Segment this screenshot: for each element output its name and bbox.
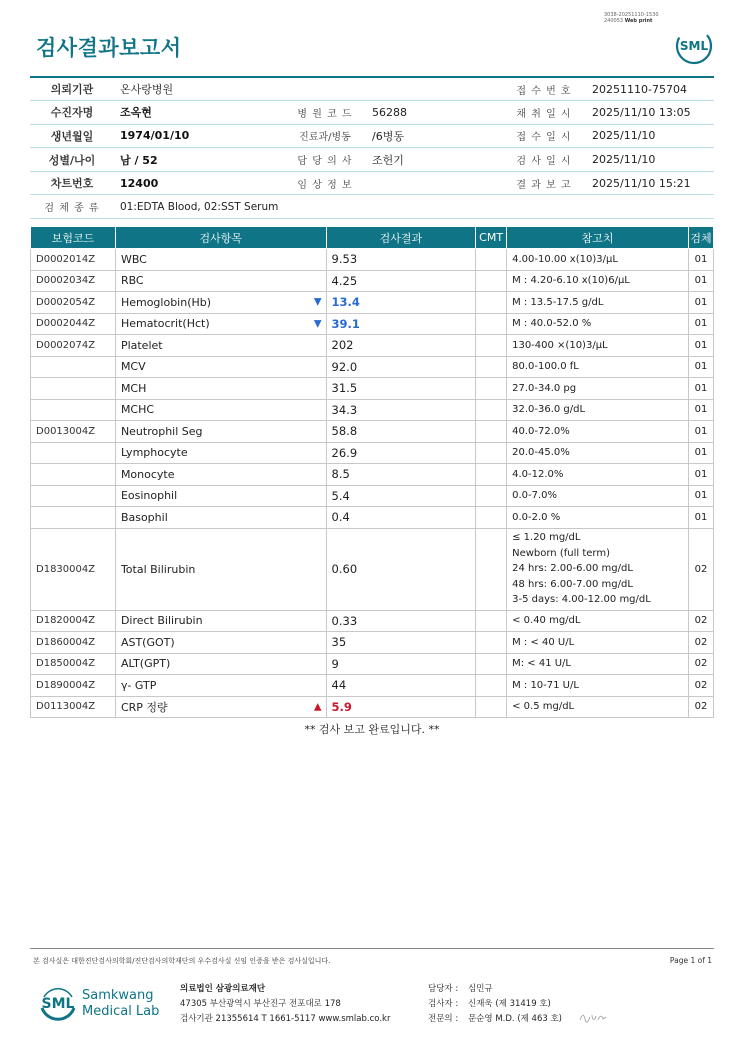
org-address: 47305 부산광역시 부산진구 전포대로 178 — [180, 999, 341, 1009]
cell-item: Basophil — [115, 507, 326, 529]
cell-item: Platelet — [115, 335, 326, 357]
cell-cmt — [476, 356, 507, 378]
table-row — [31, 653, 714, 675]
cell-ref: 0.0-2.0 % — [507, 507, 689, 529]
cell-code: D1850004Z — [31, 653, 116, 675]
cell-item: γ- GTP — [115, 675, 326, 697]
header-ref: 참고치 — [507, 227, 689, 249]
info-row — [30, 101, 714, 125]
table-row — [31, 485, 714, 507]
label-report-date: 결 과 보 고 — [502, 171, 586, 195]
logo-text: SML — [679, 39, 709, 53]
cell-cmt — [476, 610, 507, 632]
cell-specimen: 01 — [688, 507, 713, 529]
value-receipt-date: 2025/11/10 — [586, 124, 714, 148]
cell-result: 0.60 — [326, 528, 476, 610]
info-row — [30, 77, 714, 101]
cell-code — [31, 378, 116, 400]
cell-cmt — [476, 335, 507, 357]
results-header-row — [31, 227, 714, 249]
cell-result: 39.1 — [326, 313, 476, 335]
cell-ref: M: < 41 U/L — [507, 653, 689, 675]
cell-ref: M : 13.5-17.5 g/dL — [507, 292, 689, 314]
staff-row: 검사자 : 신재욱 (제 31419 호) — [428, 999, 551, 1009]
cell-cmt — [476, 507, 507, 529]
low-flag-icon: ▼ — [313, 318, 322, 330]
cell-ref: M : 40.0-52.0 % — [507, 313, 689, 335]
cell-ref: 80.0-100.0 fL — [507, 356, 689, 378]
cell-result: 35 — [326, 632, 476, 654]
table-row — [31, 507, 714, 529]
cell-ref: 27.0-34.0 pg — [507, 378, 689, 400]
label-test-date: 검 사 일 시 — [502, 148, 586, 172]
cell-code — [31, 507, 116, 529]
header-result: 검사결과 — [326, 227, 476, 249]
organization-info — [180, 982, 390, 1027]
ref-line: 48 hrs: 6.00-7.00 mg/dL — [512, 578, 633, 590]
staff-row: 담당자 : 심민규 — [428, 984, 493, 994]
value-specimen-type: 01:EDTA Blood, 02:SST Serum — [114, 195, 714, 219]
cell-code: D1830004Z — [31, 528, 116, 610]
brand-name — [82, 988, 159, 1020]
cell-specimen: 01 — [688, 292, 713, 314]
cell-ref: 40.0-72.0% — [507, 421, 689, 443]
cell-item: ALT(GPT) — [115, 653, 326, 675]
cell-specimen: 02 — [688, 528, 713, 610]
signature-icon — [578, 1011, 608, 1025]
cell-specimen: 02 — [688, 610, 713, 632]
table-row — [31, 696, 714, 718]
cell-code: D0002044Z — [31, 313, 116, 335]
org-name: 의료법인 삼광의료재단 — [180, 984, 266, 994]
cell-result: 5.4 — [326, 485, 476, 507]
table-row — [31, 313, 714, 335]
cell-code: D1890004Z — [31, 675, 116, 697]
value-chart-no: 12400 — [114, 171, 284, 195]
cell-specimen: 02 — [688, 675, 713, 697]
table-row — [31, 292, 714, 314]
header-code: 보험코드 — [31, 227, 116, 249]
cell-result: 44 — [326, 675, 476, 697]
cell-code — [31, 485, 116, 507]
ref-line: 3-5 days: 4.00-12.00 mg/dL — [512, 594, 651, 606]
cell-item: RBC — [115, 270, 326, 292]
cell-ref: M : 10-71 U/L — [507, 675, 689, 697]
footer-divider — [30, 948, 714, 949]
label-collection-date: 채 취 일 시 — [502, 101, 586, 125]
cell-code — [31, 399, 116, 421]
value-department: /6병동 — [366, 124, 502, 148]
table-row — [31, 249, 714, 271]
label-birth-date: 생년월일 — [30, 124, 114, 148]
cell-item: MCV — [115, 356, 326, 378]
cell-code — [31, 464, 116, 486]
value-test-date: 2025/11/10 — [586, 148, 714, 172]
cell-code: D0002034Z — [31, 270, 116, 292]
cell-code: D0113004Z — [31, 696, 116, 718]
table-row — [31, 675, 714, 697]
cell-ref: < 0.40 mg/dL — [507, 610, 689, 632]
cell-item: Hematocrit(Hct) ▼ — [115, 313, 326, 335]
cell-ref: < 0.5 mg/dL — [507, 696, 689, 718]
cell-cmt — [476, 675, 507, 697]
ref-line: ≤ 1.20 mg/dL — [512, 532, 581, 544]
value-report-date: 2025/11/10 15:21 — [586, 171, 714, 195]
cell-code: D0002074Z — [31, 335, 116, 357]
cell-item: Eosinophil — [115, 485, 326, 507]
cell-specimen: 02 — [688, 632, 713, 654]
label-sex-age: 성별/나이 — [30, 148, 114, 172]
cell-cmt — [476, 249, 507, 271]
cell-result: 0.4 — [326, 507, 476, 529]
low-flag-icon: ▼ — [313, 296, 322, 308]
page-number: Page 1 of 1 — [669, 956, 712, 965]
cell-code: D0002014Z — [31, 249, 116, 271]
patient-info-table — [30, 76, 714, 219]
report-complete-text: ** 검사 보고 완료입니다. ** — [304, 723, 440, 736]
value-sex-age: 남 / 52 — [114, 148, 284, 172]
org-contact: 검사기관 21355614 T 1661-5117 www.smlab.co.kr — [180, 1014, 391, 1024]
value-hospital-code: 56288 — [366, 101, 502, 125]
page-title: 검사결과보고서 — [36, 36, 182, 60]
label-specimen-type: 검 체 종 류 — [30, 195, 114, 219]
cell-ref: 4.00-10.00 x(10)3/μL — [507, 249, 689, 271]
table-row — [31, 356, 714, 378]
info-row — [30, 124, 714, 148]
cell-specimen: 01 — [688, 421, 713, 443]
table-row — [31, 335, 714, 357]
cell-item: CRP 정량 ▲ — [115, 696, 326, 718]
brand-line1: Samkwang — [82, 988, 154, 1003]
label-clinical-info: 임 상 정 보 — [284, 171, 366, 195]
print-id — [604, 12, 659, 24]
cell-code: D0002054Z — [31, 292, 116, 314]
cell-result: 4.25 — [326, 270, 476, 292]
cell-cmt — [476, 442, 507, 464]
cell-item: Neutrophil Seg — [115, 421, 326, 443]
cell-cmt — [476, 485, 507, 507]
label-department: 진료과/병동 — [284, 124, 366, 148]
cell-ref: M : 4.20-6.10 x(10)6/μL — [507, 270, 689, 292]
cell-code: D0013004Z — [31, 421, 116, 443]
table-row — [31, 270, 714, 292]
results-table — [30, 226, 714, 718]
cell-item: AST(GOT) — [115, 632, 326, 654]
label-doctor: 담 당 의 사 — [284, 148, 366, 172]
cell-code: D1820004Z — [31, 610, 116, 632]
header-cmt: CMT — [476, 227, 507, 249]
value-receipt-no: 20251110-75704 — [586, 77, 714, 101]
cell-cmt — [476, 528, 507, 610]
cell-code: D1860004Z — [31, 632, 116, 654]
cell-code — [31, 356, 116, 378]
value-birth-date: 1974/01/10 — [114, 124, 284, 148]
staff-row: 전문의 : 문순영 M.D. (제 463 호) — [428, 1014, 563, 1024]
cell-result: 26.9 — [326, 442, 476, 464]
label-receipt-date: 접 수 일 시 — [502, 124, 586, 148]
cell-specimen: 01 — [688, 335, 713, 357]
cell-specimen: 02 — [688, 696, 713, 718]
staff-info — [428, 982, 562, 1027]
cell-cmt — [476, 313, 507, 335]
info-row — [30, 171, 714, 195]
value-clinical-info — [366, 171, 502, 195]
logo-text: SML — [41, 996, 75, 1012]
table-row — [31, 399, 714, 421]
brand-line2: Medical Lab — [82, 1004, 160, 1019]
header-specimen: 검체 — [688, 227, 713, 249]
cell-specimen: 01 — [688, 313, 713, 335]
label-patient-name: 수진자명 — [30, 101, 114, 125]
cell-result: 92.0 — [326, 356, 476, 378]
cell-cmt — [476, 653, 507, 675]
value-doctor: 조헌기 — [366, 148, 502, 172]
cell-code — [31, 442, 116, 464]
print-id-line1: 3038-20251110-1530 — [604, 12, 659, 18]
cell-result: 58.8 — [326, 421, 476, 443]
cell-specimen: 01 — [688, 378, 713, 400]
cell-item: WBC — [115, 249, 326, 271]
print-id-line2: 240053 Web print — [604, 18, 653, 24]
cell-item: Monocyte — [115, 464, 326, 486]
cell-specimen: 01 — [688, 399, 713, 421]
value-patient-name: 조옥현 — [114, 101, 284, 125]
cell-result: 8.5 — [326, 464, 476, 486]
label-chart-no: 차트번호 — [30, 171, 114, 195]
sml-logo-icon — [674, 26, 714, 66]
table-row — [31, 464, 714, 486]
value-collection-date: 2025/11/10 13:05 — [586, 101, 714, 125]
cell-result: 9 — [326, 653, 476, 675]
cell-cmt — [476, 292, 507, 314]
label-requesting-org: 의뢰기관 — [30, 77, 114, 101]
cell-cmt — [476, 421, 507, 443]
cell-cmt — [476, 399, 507, 421]
sml-logo-icon — [36, 982, 80, 1026]
cell-item: Lymphocyte — [115, 442, 326, 464]
footer-logo — [36, 982, 166, 1026]
cell-ref: 32.0-36.0 g/dL — [507, 399, 689, 421]
table-row — [31, 528, 714, 610]
cell-specimen: 01 — [688, 356, 713, 378]
header-item: 검사항목 — [115, 227, 326, 249]
cell-item: MCHC — [115, 399, 326, 421]
cell-cmt — [476, 270, 507, 292]
cell-cmt — [476, 464, 507, 486]
table-row — [31, 442, 714, 464]
cell-result: 0.33 — [326, 610, 476, 632]
cell-result: 34.3 — [326, 399, 476, 421]
cell-item: Total Bilirubin — [115, 528, 326, 610]
cell-specimen: 01 — [688, 270, 713, 292]
cell-result: 202 — [326, 335, 476, 357]
cell-item: Hemoglobin(Hb) ▼ — [115, 292, 326, 314]
cell-ref: 20.0-45.0% — [507, 442, 689, 464]
cell-specimen: 01 — [688, 464, 713, 486]
cell-result: 5.9 — [326, 696, 476, 718]
table-row — [31, 610, 714, 632]
label-receipt-no: 접 수 번 호 — [502, 77, 586, 101]
cell-cmt — [476, 696, 507, 718]
table-row — [31, 632, 714, 654]
ref-line: Newborn (full term) — [512, 547, 610, 559]
cell-ref: 4.0-12.0% — [507, 464, 689, 486]
value-requesting-org: 온사랑병원 — [114, 77, 284, 101]
cell-specimen: 01 — [688, 442, 713, 464]
certification-text: 본 검사실은 대한진단검사의학회/진단검사의학재단의 우수검사실 신임 인증을 받은 검사실입니다. — [33, 957, 331, 965]
cell-item: Direct Bilirubin — [115, 610, 326, 632]
info-row — [30, 195, 714, 219]
cell-item: MCH — [115, 378, 326, 400]
high-flag-icon: ▲ — [313, 701, 322, 713]
table-row — [31, 378, 714, 400]
ref-line: 24 hrs: 2.00-6.00 mg/dL — [512, 563, 633, 575]
cell-ref: 0.0-7.0% — [507, 485, 689, 507]
cell-result: 13.4 — [326, 292, 476, 314]
cell-specimen: 01 — [688, 249, 713, 271]
cell-result: 9.53 — [326, 249, 476, 271]
cell-specimen: 02 — [688, 653, 713, 675]
cell-ref — [507, 528, 689, 610]
cell-result: 31.5 — [326, 378, 476, 400]
cell-specimen: 01 — [688, 485, 713, 507]
cell-ref: 130-400 ×(10)3/μL — [507, 335, 689, 357]
cell-cmt — [476, 632, 507, 654]
info-row — [30, 148, 714, 172]
cell-cmt — [476, 378, 507, 400]
label-hospital-code: 병 원 코 드 — [284, 101, 366, 125]
cell-ref: M : < 40 U/L — [507, 632, 689, 654]
table-row — [31, 421, 714, 443]
